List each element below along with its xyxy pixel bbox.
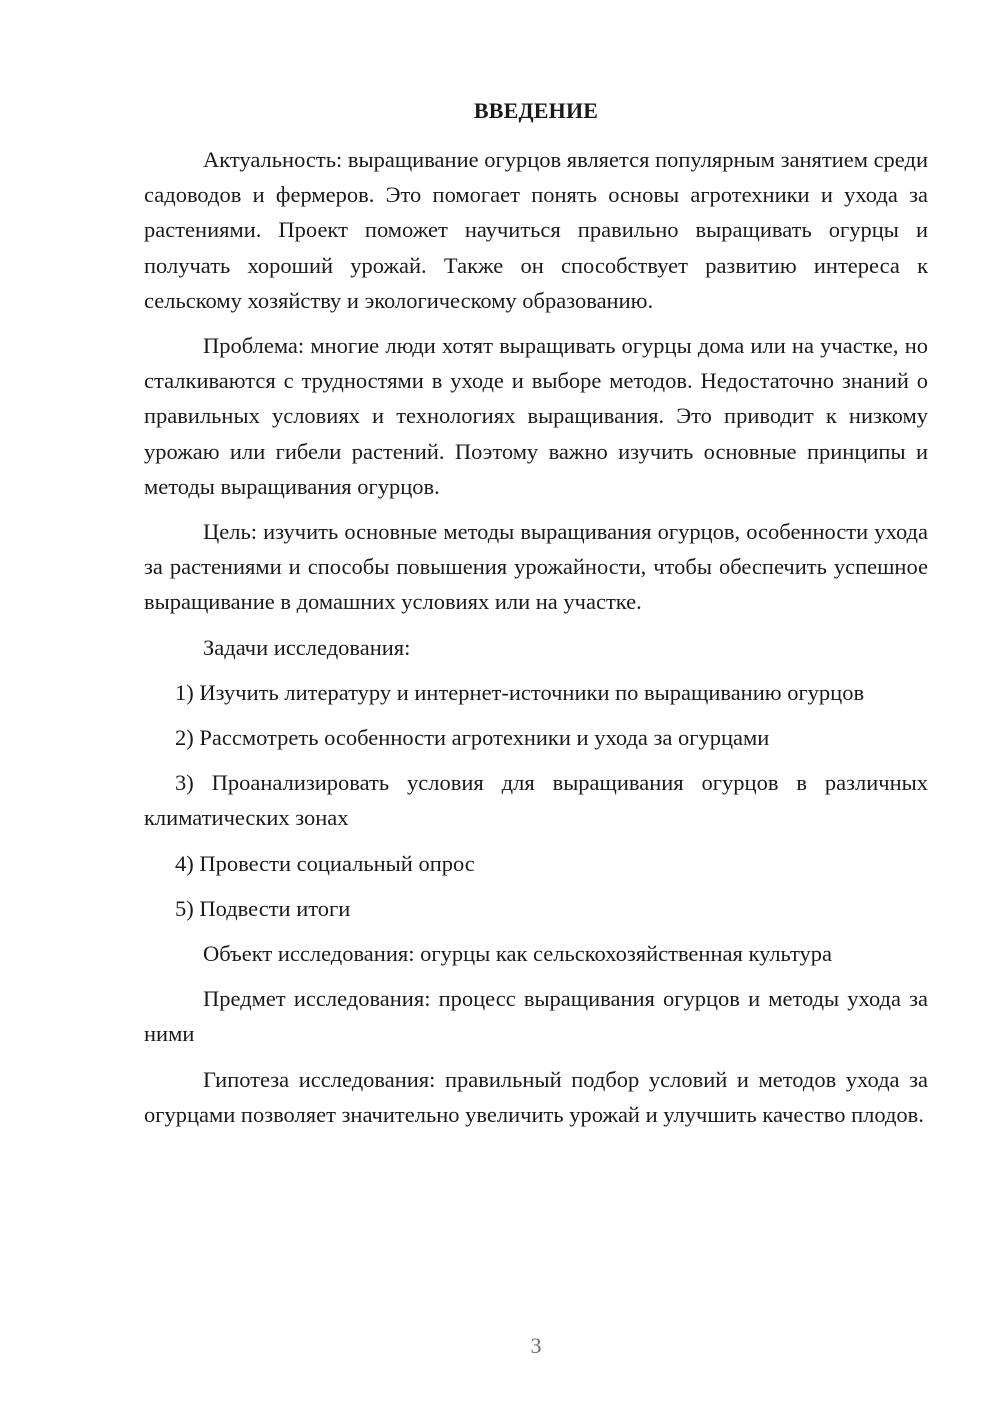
section-body bbox=[144, 142, 928, 1132]
task-item-4: 4) Провести социальный опрос bbox=[175, 850, 475, 876]
paragraph-goal: Цель: изучить основные методы выращивания огурцов, особенности ухода за растениями и способы повышения урожайности, чтобы обеспечить успешное выращивание в домашних условиях или на участке. bbox=[144, 519, 928, 615]
tasks-heading: Задачи исследования: bbox=[203, 634, 411, 660]
task-item-5: 5) Подвести итоги bbox=[175, 895, 351, 921]
task-item-3: 3) Проанализировать условия для выращивания огурцов в различных климатических зонах bbox=[144, 770, 928, 831]
page-number: 3 bbox=[530, 1333, 542, 1358]
paragraph-problem: Проблема: многие люди хотят выращивать огурцы дома или на участке, но сталкиваются с трудностями в уходе и выборе методов. Недостаточно знаний о правильных условиях и технологиях выращивания. Это приводит к низкому урожаю или гибели растений. Поэтому важно изучить основные принципы и методы выращивания огурцов. bbox=[144, 333, 928, 499]
paragraph-object: Объект исследования: огурцы как сельскохозяйственная культура bbox=[203, 941, 832, 967]
task-item-2: 2) Рассмотреть особенности агротехники и ухода за огурцами bbox=[175, 725, 770, 751]
task-item-1: 1) Изучить литературу и интернет-источники по выращиванию огурцов bbox=[175, 679, 865, 705]
paragraph-relevance: Актуальность: выращивание огурцов является популярным занятием среди садоводов и фермеров. Это помогает понять основы агротехники и ухода за растениями. Проект поможет научиться правильно выращивать огурцы и получать хороший урожай. Также он способствует развитию интереса к сельскому хозяйству и экологическому образованию. bbox=[144, 147, 928, 313]
section-title: ВВЕДЕНИЕ bbox=[473, 98, 599, 123]
paragraph-hypothesis: Гипотеза исследования: правильный подбор условий и методов ухода за огурцами позволяет значительно увеличить урожай и улучшить качество плодов. bbox=[144, 1066, 928, 1127]
paragraph-subject: Предмет исследования: процесс выращивания огурцов и методы ухода за ними bbox=[144, 986, 928, 1047]
